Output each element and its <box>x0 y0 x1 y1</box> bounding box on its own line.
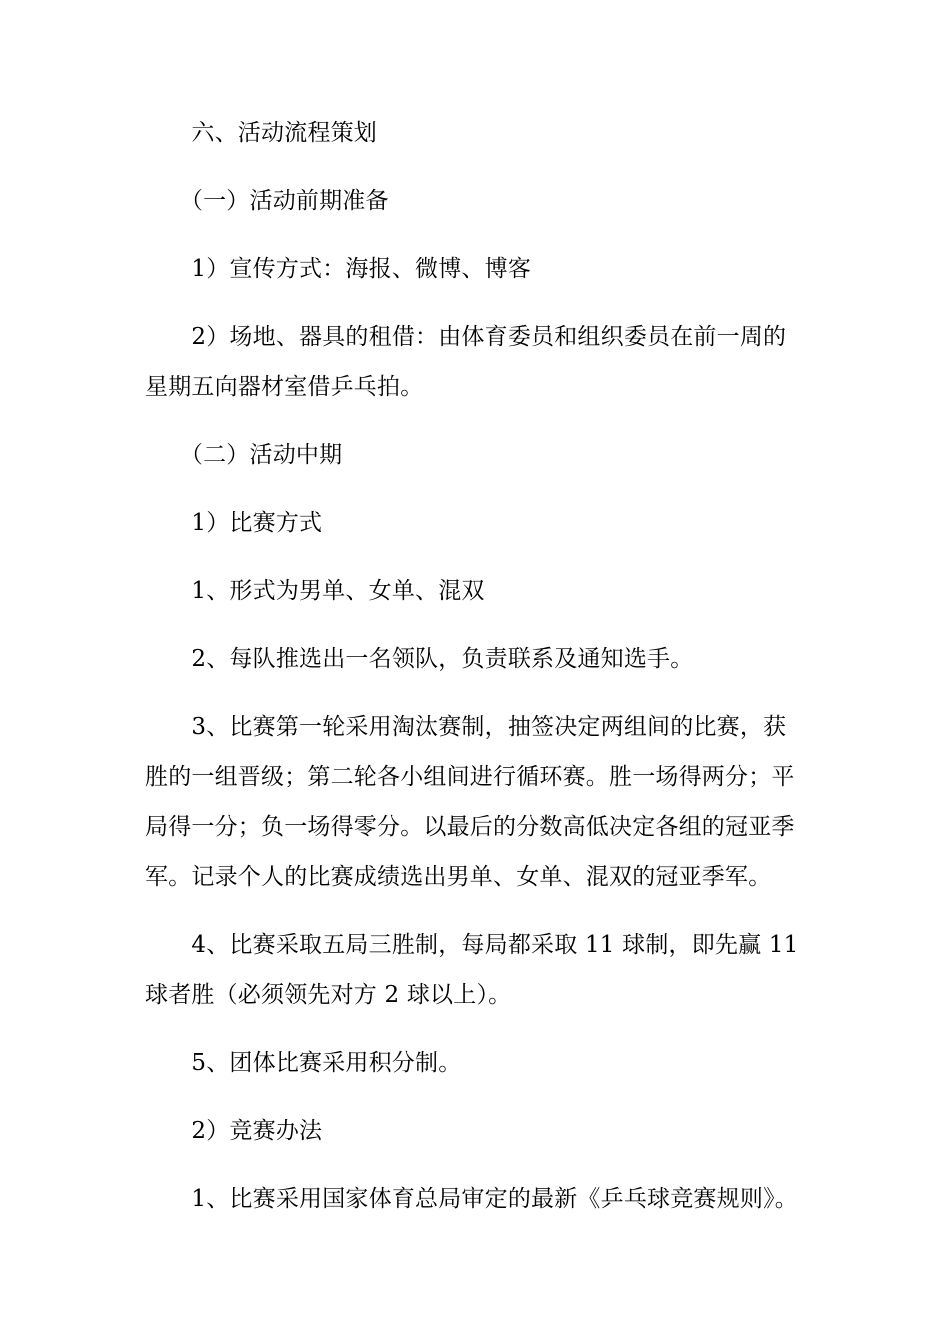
paragraph-line: 2、每队推选出一名领队，负责联系及通知选手。 <box>145 646 694 672</box>
paragraph-line: 星期五向器材室借乒乓拍。 <box>145 374 424 400</box>
paragraph-line: 2）场地、器具的租借：由体育委员和组织委员在前一周的 <box>145 324 787 350</box>
paragraph-line: 军。记录个人的比赛成绩选出男单、女单、混双的冠亚季军。 <box>145 864 772 890</box>
heading-activity-flow: 六、活动流程策划 <box>145 120 377 146</box>
paragraph-line: 2）竞赛办法 <box>145 1118 323 1144</box>
paragraph-line: 球者胜（必须领先对方 2 球以上）。 <box>145 982 512 1008</box>
paragraph-line: 1、比赛采用国家体育总局审定的最新《乒乓球竞赛规则》。 <box>145 1186 798 1212</box>
paragraph-line: 4、比赛采取五局三胜制，每局都采取 11 球制，即先赢 11 <box>145 932 799 958</box>
paragraph-line: 1、形式为男单、女单、混双 <box>145 578 485 604</box>
subheading-preparation: （一）活动前期准备 <box>145 188 389 214</box>
paragraph-line: 胜的一组晋级；第二轮各小组间进行循环赛。胜一场得两分；平 <box>145 764 795 790</box>
paragraph-line: 局得一分；负一场得零分。以最后的分数高低决定各组的冠亚季 <box>145 814 795 840</box>
paragraph-line: 5、团体比赛采用积分制。 <box>145 1050 462 1076</box>
paragraph-line: 3、比赛第一轮采用淘汰赛制，抽签决定两组间的比赛，获 <box>145 714 787 740</box>
subheading-mid-phase: （二）活动中期 <box>145 442 343 468</box>
paragraph-line: 1）比赛方式 <box>145 510 323 536</box>
paragraph-line: 1）宣传方式：海报、微博、博客 <box>145 256 532 282</box>
